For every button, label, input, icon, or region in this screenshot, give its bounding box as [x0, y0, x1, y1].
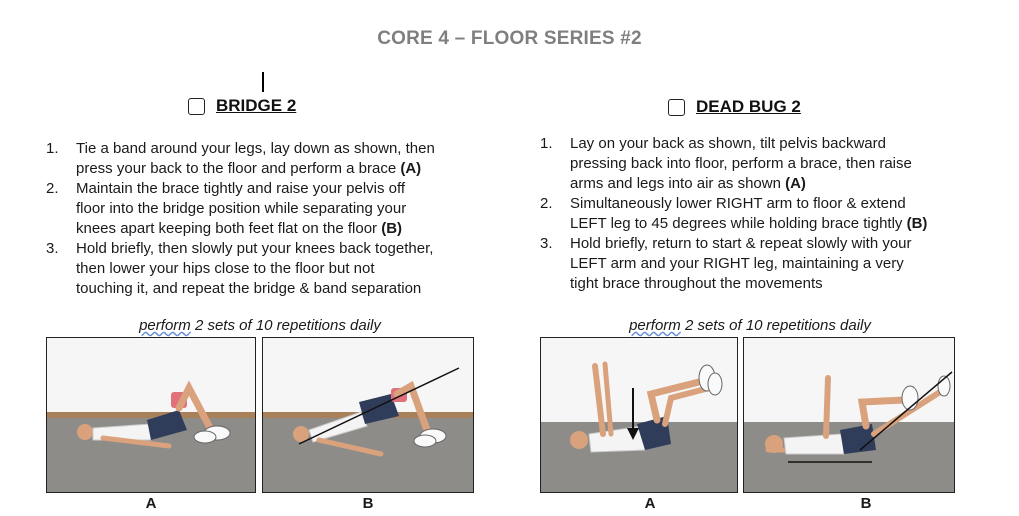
dead-bug-2-steps: [540, 134, 1000, 294]
bridge-2-checkbox[interactable]: [188, 98, 205, 115]
exercise-header-bridge-2: [188, 96, 296, 116]
step-item: 1. Lay on your back as shown, tilt pelvis backward pressing back into floor, perform a brace, then raise arms and legs into air as shown (A): [540, 135, 912, 192]
dead-bug-2-repetitions: perform 2 sets of 10 repetitions daily: [629, 317, 871, 334]
step-item: 3. Hold briefly, return to start & repeat slowly with your LEFT arm and your RIGHT leg, maintaining a very tight brace throughout the movements: [540, 235, 912, 292]
exercise-title: BRIDGE 2: [216, 96, 297, 115]
bridge-2-steps: [46, 139, 496, 299]
photo-caption: B: [860, 495, 872, 512]
bridge-2-repetitions: perform 2 sets of 10 repetitions daily: [139, 317, 381, 334]
dead-bug-2-checkbox[interactable]: [668, 99, 685, 116]
step-item: 3. Hold briefly, then slowly put your knees back together, then lower your hips close to the floor but not touching it, and repeat the bridge & band separation: [46, 240, 434, 297]
step-item: 1. Tie a band around your legs, lay down as shown, then press your back to the floor and perform a brace (A): [46, 140, 435, 177]
exercise-header-dead-bug-2: [668, 97, 801, 117]
photo-caption: A: [145, 495, 157, 512]
text-cursor: [262, 72, 264, 92]
step-item: 2. Maintain the brace tightly and raise your pelvis off floor into the bridge position while separating your knees apart keeping both feet flat on the floor (B): [46, 180, 407, 237]
exercise-title: DEAD BUG 2: [696, 97, 801, 116]
step-item: 2. Simultaneously lower RIGHT arm to floor & extend LEFT leg to 45 degrees while holding brace tightly (B): [540, 195, 928, 232]
dead-bug-photo-b: [743, 337, 955, 493]
photo-caption: B: [362, 495, 374, 512]
bridge-photo-a: [46, 337, 256, 493]
dead-bug-photo-a: [540, 337, 738, 493]
page-title: CORE 4 – FLOOR SERIES #2: [377, 28, 642, 49]
photo-caption: A: [644, 495, 656, 512]
bridge-photo-b: [262, 337, 474, 493]
